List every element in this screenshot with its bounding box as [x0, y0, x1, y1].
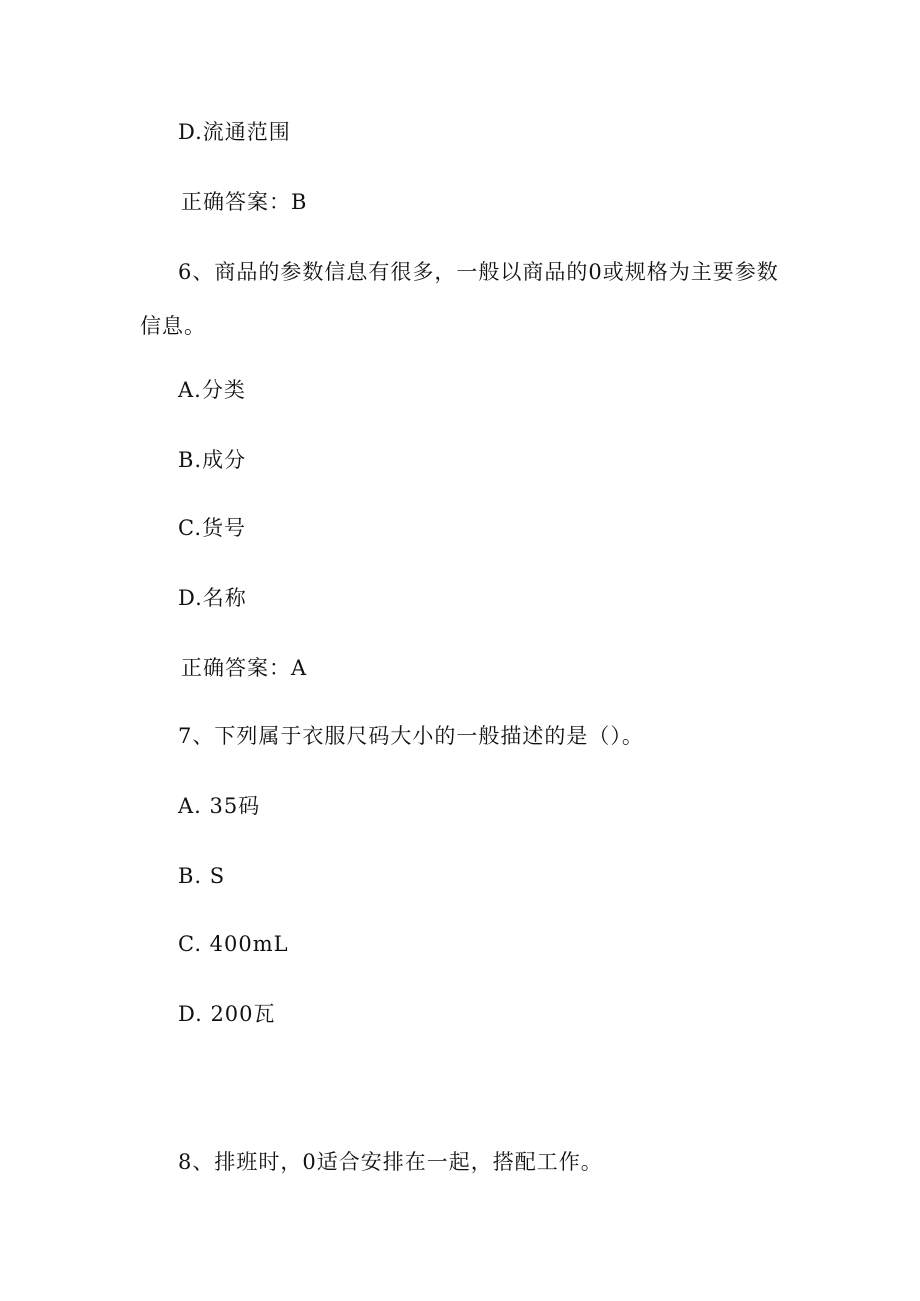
q7-option-d: D. 200瓦	[178, 1002, 276, 1026]
q6-option-b: B.成分	[178, 448, 247, 472]
q7-option-b: B. S	[178, 864, 226, 888]
q5-answer: 正确答案：B	[181, 190, 308, 214]
q7-option-a: A. 35码	[178, 794, 261, 818]
q6-stem-line2: 信息。	[140, 314, 206, 338]
q6-option-a: A.分类	[178, 378, 246, 402]
q6-answer: 正确答案：A	[181, 656, 308, 680]
q6-option-c: C.货号	[178, 516, 246, 540]
q6-stem-line1: 6、商品的参数信息有很多，一般以商品的0或规格为主要参数	[178, 260, 779, 284]
q6-option-d: D.名称	[178, 586, 247, 610]
q7-stem: 7、下列属于衣服尺码大小的一般描述的是（）。	[178, 724, 644, 748]
q8-stem: 8、排班时，0适合安排在一起，搭配工作。	[178, 1150, 603, 1174]
q5-option-d: D.流通范围	[178, 120, 291, 144]
q7-option-c: C. 400mL	[178, 932, 289, 956]
